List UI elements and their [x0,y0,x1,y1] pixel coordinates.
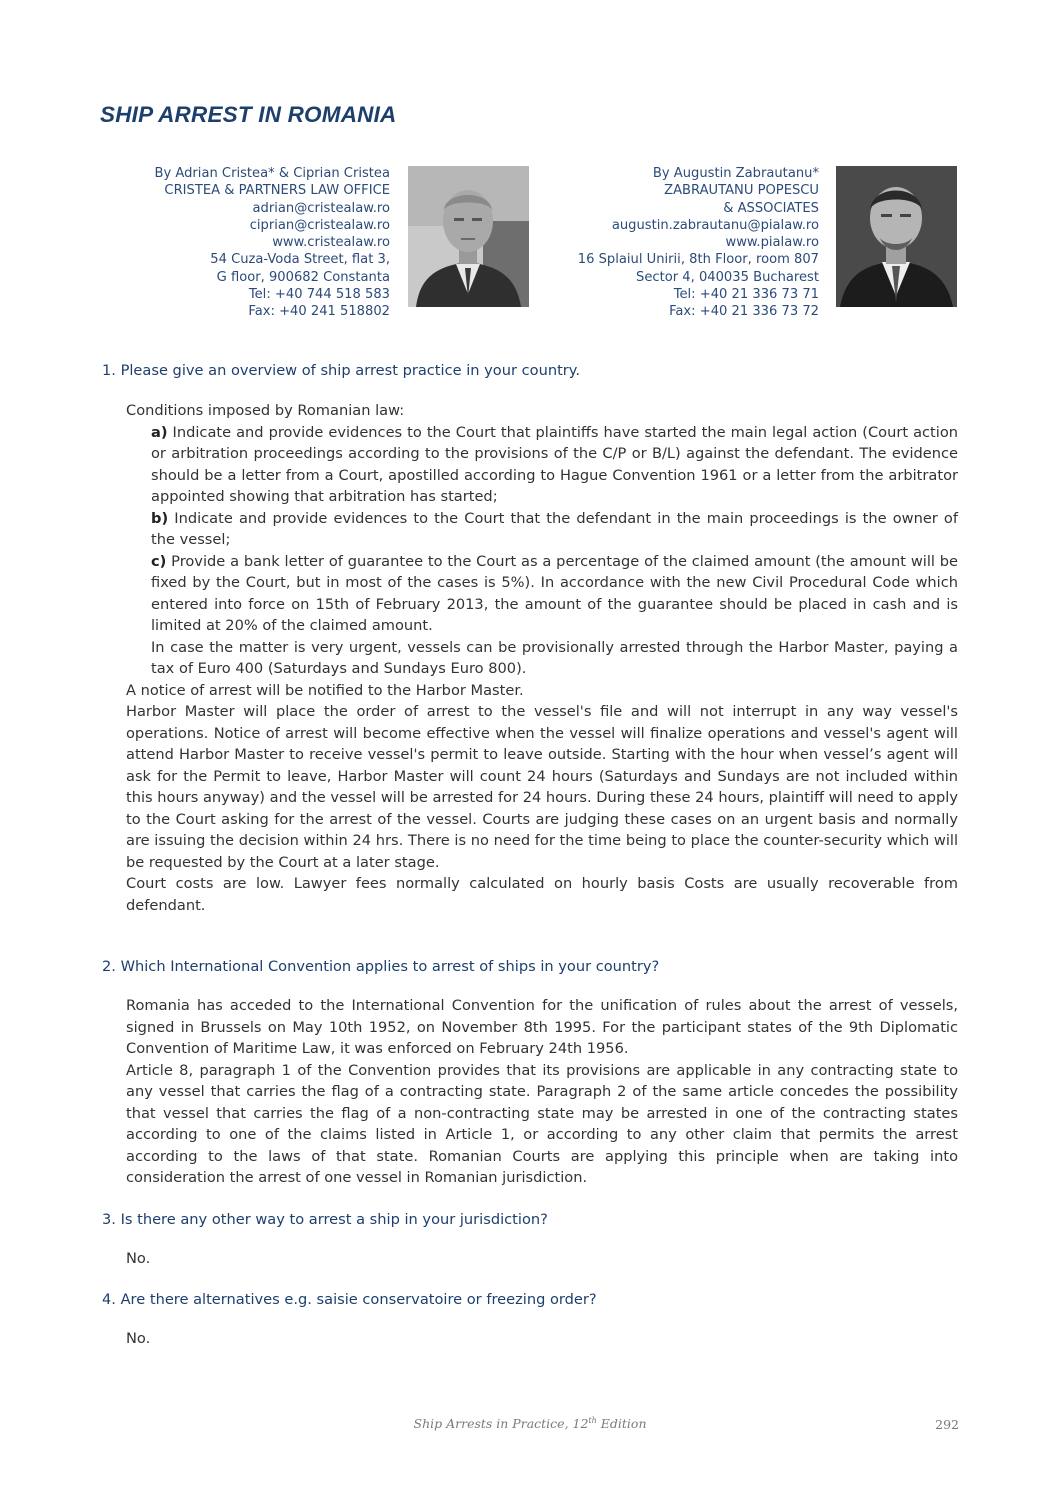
question-3: 3. Is there any other way to arrest a ship in your jurisdiction? [102,1211,548,1228]
contact-line: Sector 4, 040035 Bucharest [636,269,819,285]
article-8-paragraph: Article 8, paragraph 1 of the Convention provides that its provisions are applicable in any contracting state to any vessel that carries the flag of a contracting state. Paragraph 2 of the same article concedes the possibility that vessel that carries the flag of a non-contracting state may be arrested in one of the contracting states according to one of the claims listed in Article 1, or according to any other claim that permits the arrest according to the laws of that state. Romanian Courts are applying this principle when are taking into consideration the arrest of one vessel in Romanian jurisdiction. [126,1061,958,1186]
condition-b-label: b) [151,509,169,527]
contact-line: CRISTEA & PARTNERS LAW OFFICE [164,183,390,199]
contact-email: adrian@cristealaw.ro [252,200,390,216]
contact-phone: Tel: +40 21 336 73 71 [673,287,819,303]
contact-website: www.cristealaw.ro [272,235,390,251]
contact-fax: Fax: +40 21 336 73 72 [669,304,819,320]
costs-paragraph: Court costs are low. Lawyer fees normally calculated on hourly basis Costs are usually recoverable from defendant. [126,875,958,914]
contact-line: 54 Cuza-Voda Street, flat 3, [210,252,390,268]
answer-3 [126,1248,958,1270]
answer-2 [126,995,958,1189]
contact-email: augustin.zabrautanu@pialaw.ro [611,217,819,233]
urgent-arrest-paragraph: In case the matter is very urgent, vessels can be provisionally arrested through the Harbor Master, paying a tax of Euro 400 (Saturdays and Sundays Euro 800). [151,638,958,677]
notice-paragraph: A notice of arrest will be notified to the Harbor Master. [126,681,524,699]
answer-4 [126,1328,958,1350]
condition-a-text: Indicate and provide evidences to the Court that plaintiffs have started the main legal action (Court action or arbitration proceedings according to the provisions of the C/P or B/L) against the defendant. The evidence should be a letter from a Court, apostilled according to Hague Convention 1961 or a letter from the arbitrator appointed showing that arbitration has started; [151,423,958,505]
author-photo-right [836,166,957,307]
author-contact-right [520,165,819,321]
answer-1 [126,400,958,916]
contact-phone: Tel: +40 744 518 583 [248,287,390,303]
condition-a [151,422,958,508]
condition-b-text: Indicate and provide evidences to the Court that the defendant in the main proceedings is the owner of the vessel; [151,509,958,548]
convention-paragraph: Romania has acceded to the International Convention for the unification of rules about the arrest of vessels, signed in Brussels on May 10th 1952, on November 8th 1995. For the participant states of the 9th Diplomatic Convention of Maritime Law, it was enforced on February 24th 1956. [126,997,958,1057]
question-2: 2. Which International Convention applies to arrest of ships in your country? [102,958,660,975]
condition-c-label: c) [151,552,167,570]
question-4: 4. Are there alternatives e.g. saisie conservatoire or freezing order? [102,1291,597,1308]
contact-email: ciprian@cristealaw.ro [249,217,390,233]
contact-line: G floor, 900682 Constanta [216,269,390,285]
page-number: 292 [935,1417,959,1432]
answer-4-text: No. [126,1330,151,1347]
footer-book-name: Ship Arrests in Practice, 12 [413,1416,589,1432]
contact-line: ZABRAUTANU POPESCU [664,183,819,199]
condition-c-text: Provide a bank letter of guarantee to the Court as a percentage of the claimed amount (the amount will be fixed by the Court, but in most of the cases is 5%). In accordance with the new Civil Procedural Code which entered into force on 15th of February 2013, the amount of the guarantee should be placed in cash and is limited at 20% of the claimed amount. [151,552,958,634]
contact-line: By Adrian Cristea* & Ciprian Cristea [154,166,390,181]
condition-c [151,551,958,637]
footer-edition-word: Edition [596,1416,647,1432]
contact-line: By Augustin Zabrautanu* [652,166,819,181]
answer-3-text: No. [126,1250,151,1267]
condition-b [151,508,958,551]
contact-line: & ASSOCIATES [723,200,819,216]
question-1: 1. Please give an overview of ship arrest practice in your country. [102,362,580,379]
harbor-master-paragraph: Harbor Master will place the order of arrest to the vessel's file and will not interrupt in any way vessel's operations. Notice of arrest will become effective when the vessel will finalize operations and vessel's agent will attend Harbor Master to receive vessel's permit to leave outside. Starting with the hour when vessel’s agent will ask for the Permit to leave, Harbor Master will count 24 hours (Saturdays and Sundays are not included within this hours anyway) and the vessel will be arrested for 24 hours. During these 24 hours, plaintiff will need to apply to the Court asking for the arrest of the vessel. Courts are judging these cases on an urgent basis and normally are issuing the decision within 24 hrs. There is no need for the time being to place the counter-security which will be requested by the Court at a later stage. [126,703,958,871]
author-contact-left [100,165,390,321]
page-title: SHIP ARREST IN ROMANIA [100,102,397,127]
condition-a-label: a) [151,423,168,441]
contact-line: 16 Splaiul Unirii, 8th Floor, room 807 [577,252,819,268]
contact-website: www.pialaw.ro [725,235,819,251]
footer-edition-suffix: th [588,1416,597,1425]
footer-book-title [330,1416,730,1431]
conditions-intro: Conditions imposed by Romanian law: [126,402,405,419]
author-photo-left [408,166,529,307]
contact-fax: Fax: +40 241 518802 [248,304,390,320]
